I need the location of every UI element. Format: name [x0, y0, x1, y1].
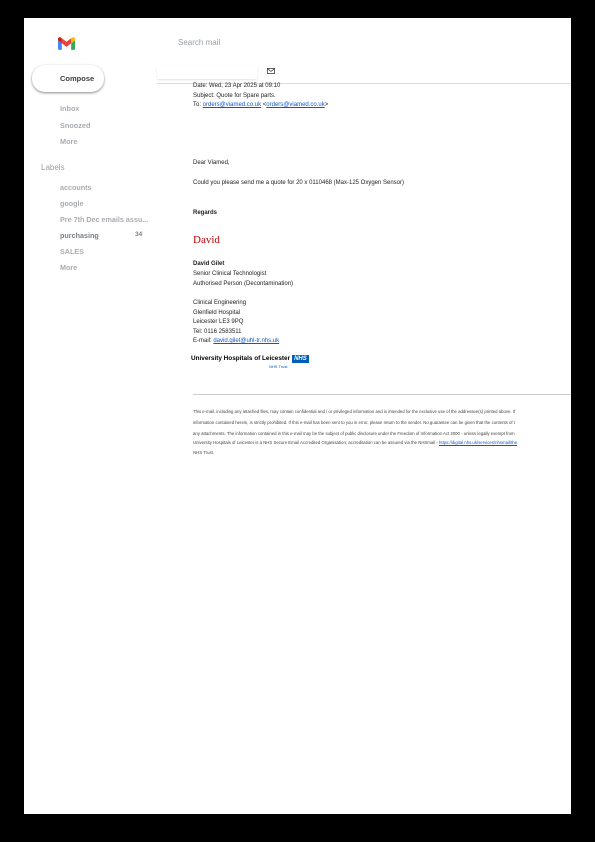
signature-script: David	[193, 234, 220, 246]
email-subject: Subject: Quote for Spare parts.	[193, 93, 276, 99]
to-prefix: To:	[193, 102, 203, 108]
email-regards: Regards	[193, 210, 218, 216]
disclaimer-line-5: NHS Trust.	[193, 450, 215, 455]
sidebar-item-snoozed[interactable]: Snoozed	[60, 121, 91, 130]
nhs-trust-label: NHS Trust	[269, 364, 288, 369]
email-date: Date: Wed, 23 Apr 2025 at 09:10	[193, 83, 281, 89]
label-google[interactable]: google	[60, 199, 84, 208]
email-greeting: Dear Viamed,	[193, 160, 230, 166]
search-input[interactable]: Search mail	[178, 38, 221, 47]
disclaimer-divider	[193, 394, 571, 395]
to-mid: <	[261, 102, 267, 108]
sidebar-item-more[interactable]: More	[60, 137, 78, 146]
email-body-text: Could you please send me a quote for 20 x 0110468 (Max-125 Oxygen Sensor)	[193, 180, 405, 186]
disclaimer-link[interactable]: https://digital.nhs.uk/services/nhsmail/the	[438, 440, 518, 445]
email-prefix: E-mail:	[193, 338, 214, 344]
sig-dept: Clinical Engineering	[193, 300, 247, 306]
disclaimer-line-4	[193, 440, 517, 445]
logo-text: University Hospitals of Leicester	[191, 355, 291, 362]
mail-icon[interactable]	[267, 68, 275, 74]
unread-count-badge: 34	[135, 231, 143, 238]
gmail-print-page	[24, 18, 571, 814]
labels-heading: Labels	[41, 163, 65, 172]
label-accounts[interactable]: accounts	[60, 183, 92, 192]
toolbar-panel	[157, 66, 257, 79]
label-more[interactable]: More	[60, 263, 78, 272]
sig-address: Leicester LE3 9PQ	[193, 319, 244, 325]
disclaimer-text-4: University Hospitals of Leicester is a NHS Secure Email Accredited Organisation; accreditation can be assured via the NHSmail -	[193, 440, 439, 445]
disclaimer-line-1: This e-mail, including any attached files, may contain confidential and / or privileged information and is intended for the exclusive use of the addressee(s) printed above. If	[193, 409, 516, 414]
sig-tel: Tel: 0116 2583511	[193, 329, 242, 335]
sig-title: Senior Clinical Technologist	[193, 271, 267, 277]
uhl-logo	[191, 355, 309, 363]
email-to	[193, 102, 328, 108]
label-purchasing[interactable]: purchasing	[60, 231, 99, 240]
sig-hospital: Glenfield Hospital	[193, 310, 241, 316]
sig-email	[193, 338, 279, 344]
compose-label: Compose	[60, 74, 95, 83]
label-sales[interactable]: SALES	[60, 247, 84, 256]
disclaimer-line-2: information contained herein, is strictly prohibited. If this e-mail has been sent to you in error, please return to the sender. No guarantee can be given that the contents of t	[193, 420, 515, 425]
sidebar-item-inbox[interactable]: Inbox	[60, 104, 80, 113]
to-link[interactable]: orders@viamed.co.uk	[202, 102, 262, 108]
label-pre-7th-dec[interactable]: Pre 7th Dec emails assu...	[60, 215, 149, 224]
sig-email-link[interactable]: david.gilet@uhl-tr.nhs.uk	[213, 338, 280, 344]
to-link-2[interactable]: orders@viamed.co.uk	[266, 102, 325, 108]
nhs-logo: NHS	[294, 356, 307, 362]
sig-role: Authorised Person (Decontamination)	[193, 281, 294, 287]
to-suffix: >	[324, 102, 329, 108]
gmail-logo-icon[interactable]	[58, 37, 75, 50]
compose-button[interactable]	[32, 65, 104, 92]
disclaimer-line-3: any attachments. The information contained in this e-mail may be the subject of public disclosure under the Freedom of Information Act 2000 - unless legally exempt from	[193, 431, 515, 436]
sig-name: David Gilet	[193, 261, 225, 267]
